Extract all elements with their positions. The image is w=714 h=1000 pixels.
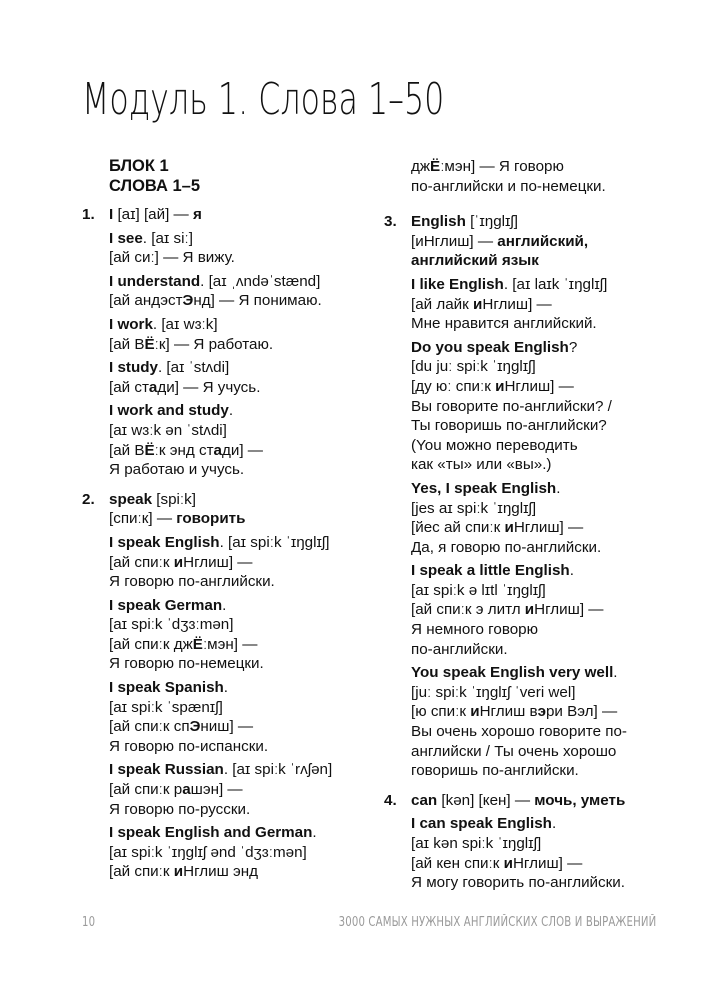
example-line: I speak English and German. xyxy=(109,824,317,842)
example-line: [ай спиːк джЁːмэн] — xyxy=(109,635,258,653)
entry-headword: can [kən] [кен] — мочь, уметь xyxy=(411,791,626,809)
example-line: [йес ай спиːк иНглиш] — xyxy=(411,519,584,537)
example-line: I like English. [aɪ laɪk ˈɪŋglɪʃ] xyxy=(411,275,608,293)
entry-headword: [иНглиш] — английский, xyxy=(411,232,589,250)
example xyxy=(411,814,684,892)
example-line: Вы говорите по-английски? / xyxy=(411,397,612,415)
example-line: [juː spiːk ˈɪŋglɪʃ ˈveri wel] xyxy=(411,683,576,701)
example xyxy=(109,760,382,819)
example-line: говоришь по-английски. xyxy=(411,762,579,780)
page-title: Модуль 1. Слова 1–50 xyxy=(82,74,445,125)
example-line: Я могу говорить по-английски. xyxy=(411,874,625,892)
continued-text xyxy=(384,157,684,196)
entry-number: 3. xyxy=(384,213,397,231)
example xyxy=(109,823,382,882)
example-line: Ты говоришь по-английски? xyxy=(411,417,607,435)
example-line: [ай спиːк э литл иНглиш] — xyxy=(411,601,604,619)
example xyxy=(109,533,382,592)
example-line: [du juː spiːk ˈɪŋglɪʃ] xyxy=(411,358,536,376)
example xyxy=(411,479,684,557)
example-line: [aɪ spiːk ˈspænɪʃ] xyxy=(109,698,223,716)
example-line: Я говорю по-английски. xyxy=(109,573,275,591)
entry-number: 1. xyxy=(82,206,95,223)
example-line: I can speak English. xyxy=(411,815,557,833)
vocab-entry xyxy=(82,205,382,480)
example-line: Я работаю и учусь. xyxy=(109,461,245,479)
vocab-entry xyxy=(384,212,684,781)
example xyxy=(109,401,382,479)
example-line: [aɪ spiːk ˈɪŋglɪʃ ənd ˈdʒɜːmən] xyxy=(109,843,307,861)
example-line: [ду юː спиːк иНглиш] — xyxy=(411,377,574,395)
example-line: I study. [aɪ ˈstʌdi] xyxy=(109,359,230,377)
example-line: Я говорю по-немецки. xyxy=(109,655,264,673)
example xyxy=(411,561,684,659)
example-line: [ай ВЁːк энд стади] — xyxy=(109,441,263,459)
example-line: Я немного говорю xyxy=(411,621,539,639)
example xyxy=(411,338,684,475)
book-title-footer: 3000 САМЫХ НУЖНЫХ АНГЛИЙСКИХ СЛОВ И ВЫРАЖЕНИЙ xyxy=(338,915,656,930)
example-line: (You можно переводить xyxy=(411,436,578,454)
example-line: [ай андэстЭнд] — Я понимаю. xyxy=(109,292,322,310)
example-line: по-английски. xyxy=(411,640,508,658)
example-line: Do you speak English? xyxy=(411,338,578,356)
page-number: 10 xyxy=(82,915,96,930)
example-line: I work and study. xyxy=(109,402,234,420)
example-line: Мне нравится английский. xyxy=(411,315,597,333)
example-line: [ай сиː] — Я вижу. xyxy=(109,249,235,267)
example xyxy=(109,315,382,354)
example xyxy=(411,275,684,334)
example xyxy=(109,272,382,311)
example-line: [ю спиːк иНглиш вэри Вэл] — xyxy=(411,703,618,721)
example-line: как «ты» или «вы».) xyxy=(411,456,552,474)
example-line: английски / Ты очень хорошо xyxy=(411,742,617,760)
example-line: Я говорю по-русски. xyxy=(109,800,251,818)
entry-headword: I [aɪ] [ай] — я xyxy=(109,206,202,223)
continued-line: джЁːмэн] — Я говорю xyxy=(411,158,564,175)
entry-number: 2. xyxy=(82,490,95,508)
example-line: [ай кен спиːк иНглиш] — xyxy=(411,854,583,872)
vocab-entry xyxy=(82,490,382,882)
example-line: You speak English very well. xyxy=(411,664,618,682)
example-line: [ай лайк иНглиш] — xyxy=(411,295,552,313)
example xyxy=(109,596,382,674)
entry-headword: [спиːк] — говорить xyxy=(109,510,246,528)
entry-headword: speak [spiːk] xyxy=(109,490,196,508)
example-line: [ай спиːк иНглиш энд xyxy=(109,863,259,881)
example xyxy=(411,663,684,781)
example-line: [jes aɪ spiːk ˈɪŋglɪʃ] xyxy=(411,499,537,517)
example-line: Вы очень хорошо говорите по- xyxy=(411,723,627,741)
example-line: [ай спиːк иНглиш] — xyxy=(109,553,253,571)
example-line: I speak a little English. xyxy=(411,562,574,580)
example-line: I work. [aɪ wɜːk] xyxy=(109,315,218,333)
example-line: [ай ВЁːк] — Я работаю. xyxy=(109,335,274,353)
example-line: I see. [aɪ siː] xyxy=(109,229,193,247)
example-line: I understand. [aɪ ˌʌndəˈstænd] xyxy=(109,272,321,290)
example xyxy=(109,229,382,268)
example-line: I speak English. [aɪ spiːk ˈɪŋglɪʃ] xyxy=(109,533,330,551)
example xyxy=(109,678,382,756)
example-line: Yes, I speak English. xyxy=(411,479,561,497)
entry-number: 4. xyxy=(384,791,397,809)
example-line: I speak Russian. [aɪ spiːk ˈrʌʃən] xyxy=(109,761,333,779)
example-line: Я говорю по-испански. xyxy=(109,737,269,755)
vocab-entry xyxy=(384,791,684,893)
example-line: [aɪ wɜːk ən ˈstʌdi] xyxy=(109,421,227,439)
example-line: [ай спиːк рашэн] — xyxy=(109,781,243,799)
entry-headword: английский язык xyxy=(411,252,539,270)
example-line: Да, я говорю по-английски. xyxy=(411,538,602,556)
continued-line: по-английски и по-немецки. xyxy=(411,177,606,195)
left-column xyxy=(82,157,382,892)
block-subheading: СЛОВА 1–5 xyxy=(109,176,201,195)
example-line: [aɪ spiːk ə lɪtl ˈɪŋglɪʃ] xyxy=(411,581,546,599)
example-line: [ай стади] — Я учусь. xyxy=(109,378,261,396)
right-column xyxy=(384,157,684,903)
example-line: [aɪ spiːk ˈdʒɜːmən] xyxy=(109,616,234,634)
entry-headword: English [ˈɪŋglɪʃ] xyxy=(411,213,519,231)
example xyxy=(109,358,382,397)
example-line: [aɪ kən spiːk ˈɪŋglɪʃ] xyxy=(411,835,542,852)
example-line: I speak German. xyxy=(109,596,227,614)
block-heading: БЛОК 1 xyxy=(109,157,169,175)
example-line: I speak Spanish. xyxy=(109,679,229,697)
example-line: [ай спиːк спЭниш] — xyxy=(109,718,254,736)
